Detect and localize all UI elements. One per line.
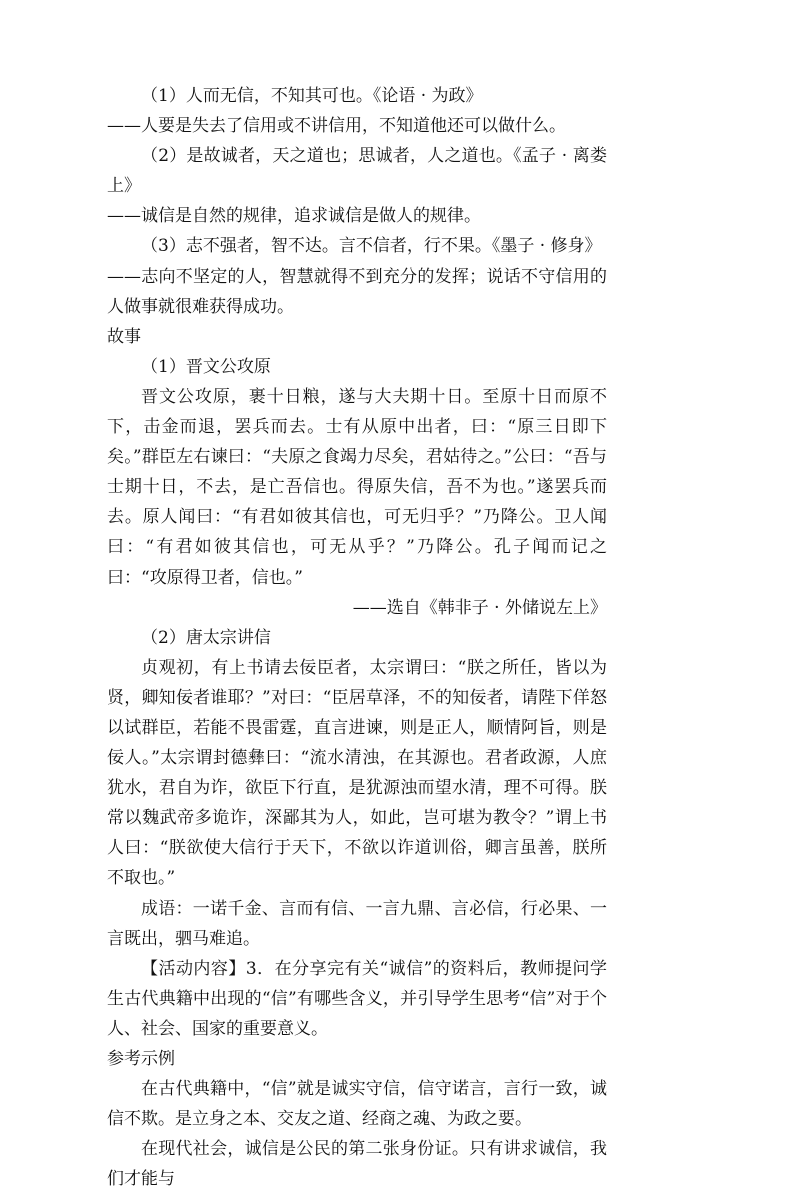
quote-3-explanation: ——志向不坚定的人，智慧就得不到充分的发挥；说话不守信用的人做事就很难获得成功。 (107, 266, 607, 317)
quote-3: （3）志不强者，智不达。言不信者，行不果。《墨子 · 修身》 (141, 236, 602, 257)
story-2-title: （2）唐太宗讲信 (141, 627, 271, 648)
quote-1-explanation: ——人要是失去了信用或不讲信用，不知道他还可以做什么。 (107, 116, 566, 137)
quote-2: （2）是故诚者，天之道也；思诚者，人之道也。《孟子 · 离娄上》 (107, 146, 607, 197)
story-1-body: 晋文公攻原，裹十日粮，遂与大夫期十日。至原十日而原不下，击金而退，罢兵而去。士有从原中出者，曰：“原三日即下矣。”群臣左右谏曰：“夫原之食竭力尽矣，君姑待之。”公曰：“吾与士期十日，不去，是亡吾信也。得原失信，吾不为也。”遂罢兵而去。原人闻曰：“有君如彼其信也，可无归乎？”乃降公。卫人闻曰：“有君如彼其信也，可无从乎？”乃降公。孔子闻而记之曰：“攻原得卫者，信也。” (107, 386, 607, 588)
story-1-source: ——选自《韩非子 · 外储说左上》 (352, 597, 607, 618)
story-heading: 故事 (107, 326, 141, 347)
story-1-title: （1）晋文公攻原 (141, 356, 271, 377)
reference-paragraph-2: 在现代社会，诚信是公民的第二张身份证。只有讲求诚信，我们才能与 (107, 1139, 607, 1190)
reference-heading: 参考示例 (107, 1049, 175, 1069)
quote-2-explanation: ——诚信是自然的规律，追求诚信是做人的规律。 (107, 206, 481, 227)
document-page (107, 81, 607, 1194)
story-2-body: 贞观初，有上书请去佞臣者，太宗谓曰：“朕之所任，皆以为贤，卿知佞者谁耶？”对曰：“臣居草泽，不的知佞者，请陛下佯怒以试群臣，若能不畏雷霆，直言进谏，则是正人，顺情阿旨，则是佞人。”太宗谓封德彝曰：“流水清浊，在其源也。君者政源，人庶犹水，君自为诈，欲臣下行直，是犹源浊而望水清，理不可得。朕常以魏武帝多诡诈，深鄙其为人，如此，岂可堪为教令？”谓上书人曰：“朕欲使大信行于天下，不欲以诈道训俗，卿言虽善，朕所不取也。” (107, 657, 607, 889)
activity-content: 【活动内容】3．在分享完有关“诚信”的资料后，教师提问学生古代典籍中出现的“信”有哪些含义，并引导学生思考“信”对于个人、社会、国家的重要意义。 (107, 958, 607, 1039)
reference-paragraph-1: 在古代典籍中，“信”就是诚实守信，信守诺言，言行一致，诚信不欺。是立身之本、交友之道、经商之魂、为政之要。 (107, 1079, 607, 1130)
idioms: 成语：一诺千金、言而有信、一言九鼎、言必信，行必果、一言既出，驷马难追。 (107, 898, 607, 949)
quote-1: （1）人而无信，不知其可也。《论语 · 为政》 (141, 86, 483, 106)
